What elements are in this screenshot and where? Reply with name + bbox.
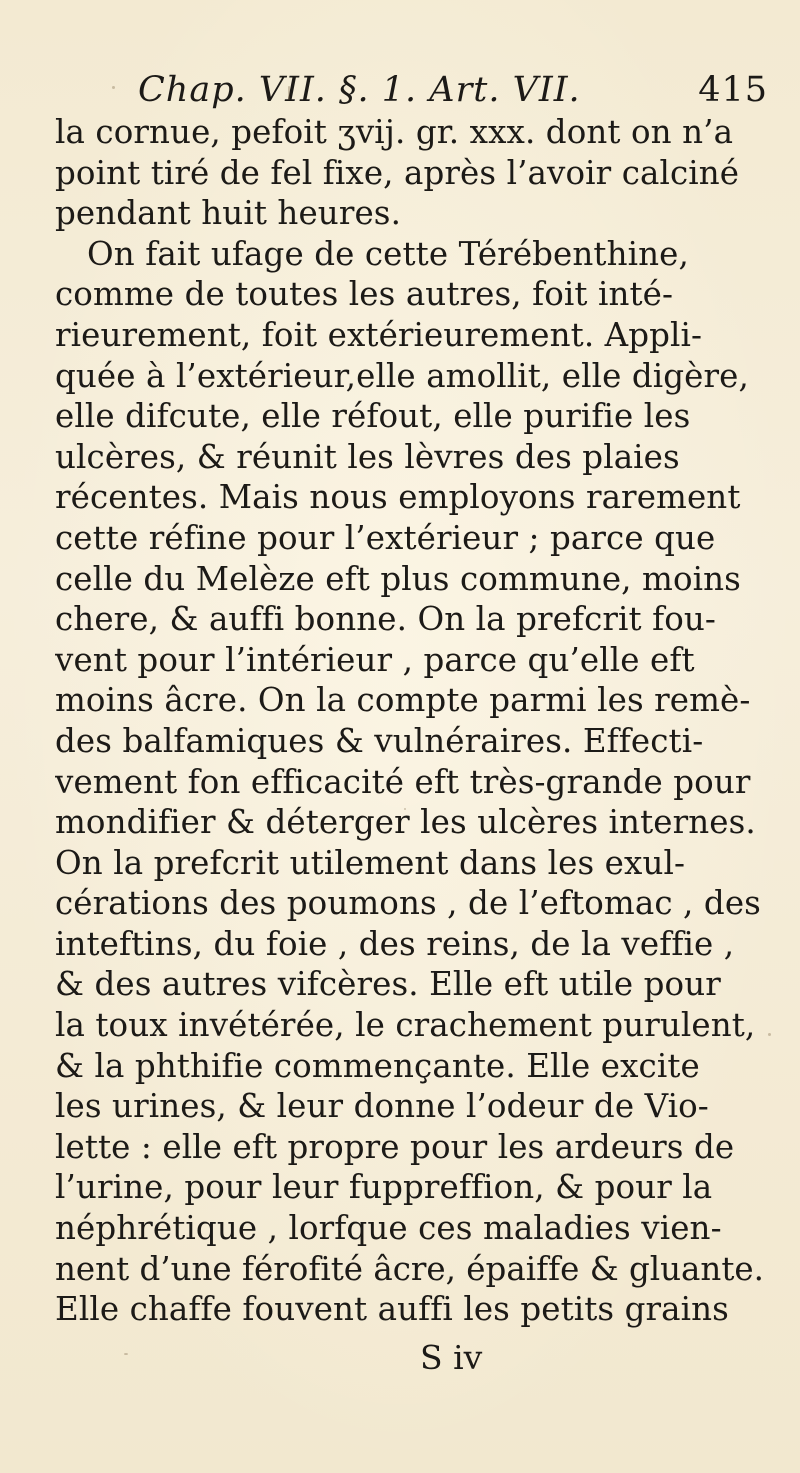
text-line: inteftins, du foie , des reins, de la veffie , <box>55 924 735 963</box>
running-title: Chap. VII. §. 1. Art. VII. <box>138 70 581 110</box>
text-line: On la prefcrit utilement dans les exul- <box>55 843 686 882</box>
text-line: On fait ufage de cette Térébenthine, <box>87 234 689 273</box>
paper-speck <box>404 808 406 810</box>
text-line: & la phthifie commençante. Elle excite <box>55 1046 700 1085</box>
page-number: 415 <box>698 70 768 110</box>
text-line: celle du Melèze eft plus commune, moins <box>55 559 741 598</box>
text-line: la cornue, pefoit ʒvij. gr. xxx. dont on n’a <box>55 113 734 151</box>
body-text <box>55 112 767 1330</box>
paper-speck <box>768 1033 771 1036</box>
paper-speck <box>288 86 290 100</box>
text-line: les urines, & leur donne l’odeur de Vio- <box>55 1087 709 1126</box>
text-line: point tiré de fel fixe, après l’avoir calciné <box>55 153 740 192</box>
text-line: vement fon efficacité eft très-grande pour <box>55 762 751 801</box>
text-line: ulcères, & réunit les lèvres des plaies <box>55 437 680 476</box>
signature-mark: S iv <box>420 1338 483 1377</box>
text-line: récentes. Mais nous employons rarement <box>55 478 741 517</box>
text-line: cette réfine pour l’extérieur ; parce que <box>55 518 716 557</box>
text-line: cérations des poumons , de l’eftomac , des <box>55 884 761 923</box>
text-line: des balfamiques & vulnéraires. Effecti- <box>55 721 704 760</box>
text-line: vent pour l’intérieur , parce qu’elle eft <box>55 640 695 679</box>
text-line: lette : elle eft propre pour les ardeurs de <box>55 1127 735 1166</box>
text-line: l’urine, pour leur fuppreffion, & pour la <box>55 1168 713 1207</box>
text-line: Elle chaffe fouvent auffi les petits grains <box>55 1290 729 1329</box>
text-line: comme de toutes les autres, foit inté- <box>55 275 674 314</box>
text-line: nent d’une férofité âcre, épaiffe & gluante. <box>55 1249 764 1288</box>
text-line: pendant huit heures. <box>55 194 401 233</box>
text-line: chere, & auffi bonne. On la prefcrit fou- <box>55 600 717 639</box>
text-line: mondifier & déterger les ulcères internes. <box>55 803 756 842</box>
text-line: moins âcre. On la compte parmi les remè- <box>55 681 751 720</box>
text-line: néphrétique , lorfque ces maladies vien- <box>55 1209 722 1248</box>
text-line: elle difcute, elle réfout, elle purifie les <box>55 397 691 436</box>
text-line: quée à l’extérieur,elle amollit, elle digère, <box>55 356 749 395</box>
text-line: & des autres vifcères. Elle eft utile pour <box>55 965 721 1004</box>
text-line: rieurement, foit extérieurement. Appli- <box>55 315 703 354</box>
text-line: la toux invétérée, le crachement purulent, <box>55 1006 756 1045</box>
paper-speck <box>112 86 115 89</box>
paper-speck <box>124 1353 128 1355</box>
